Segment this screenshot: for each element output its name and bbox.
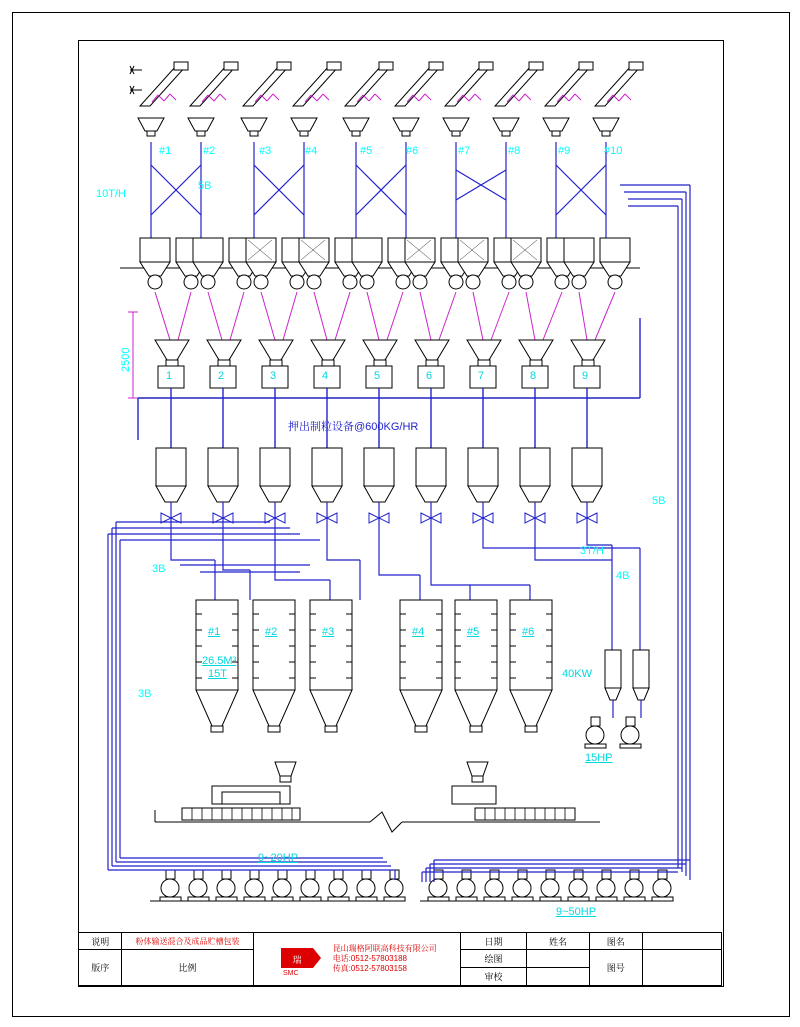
title-block bbox=[78, 932, 722, 985]
power-9-20hp: 9~20HP bbox=[258, 852, 299, 864]
mixer-number-3: 3 bbox=[270, 370, 277, 382]
mixer-number-2: 2 bbox=[218, 370, 225, 382]
power-40kw: 40KW bbox=[562, 668, 592, 680]
drawing-number-value bbox=[642, 950, 721, 986]
silo-weight-note: 15T bbox=[208, 668, 227, 680]
pipe-size-3b-lower: 3B bbox=[138, 688, 152, 700]
company-logo-icon bbox=[277, 942, 329, 976]
feeder-label-9: #9 bbox=[558, 145, 571, 157]
extruder-capacity-note: 押出制粒设备@600KG/HR bbox=[288, 421, 419, 433]
feeder-label-5: #5 bbox=[360, 145, 373, 157]
flow-rate-3th: 3T/H bbox=[580, 545, 604, 557]
mixer-number-1: 1 bbox=[166, 370, 173, 382]
dimension-2500: 2500 bbox=[120, 347, 132, 372]
silo-label-2: #2 bbox=[265, 626, 278, 638]
drawn-by-value bbox=[527, 950, 590, 968]
power-15hp: 15HP bbox=[585, 752, 613, 764]
scale-label: 比例 bbox=[122, 950, 253, 986]
date-header: 日期 bbox=[460, 933, 526, 950]
silo-label-3: #3 bbox=[322, 626, 335, 638]
pipe-size-4b: 4B bbox=[616, 570, 630, 582]
feeder-label-3: #3 bbox=[259, 145, 272, 157]
checked-by-value bbox=[527, 968, 590, 986]
drawing-name-value bbox=[642, 933, 721, 950]
feeder-label-8: #8 bbox=[508, 145, 521, 157]
feeder-label-10: #10 bbox=[604, 145, 623, 157]
mixer-number-4: 4 bbox=[322, 370, 329, 382]
title-desc-value: 粉体输送混合及成品贮槽包装 bbox=[122, 933, 253, 950]
mixer-number-8: 8 bbox=[530, 370, 537, 382]
feeder-label-7: #7 bbox=[458, 145, 471, 157]
pipe-size-5b-top: 5B bbox=[198, 180, 212, 192]
silo-volume-note: 26.5M³ bbox=[202, 655, 237, 667]
feeder-label-4: #4 bbox=[305, 145, 318, 157]
feeder-label-2: #2 bbox=[203, 145, 216, 157]
company-name: 昆山瑞格阿联高科技有限公司 bbox=[332, 944, 437, 953]
mixer-number-6: 6 bbox=[426, 370, 433, 382]
logo-text: SMC bbox=[282, 970, 299, 976]
name-header: 姓名 bbox=[527, 933, 590, 950]
pipe-size-3b-upper: 3B bbox=[152, 563, 166, 575]
silo-label-4: #4 bbox=[412, 626, 425, 638]
silo-label-5: #5 bbox=[467, 626, 480, 638]
flow-rate-10th: 10T/H bbox=[96, 188, 126, 200]
company-phone: 电话:0512-57803188 bbox=[332, 954, 407, 963]
mixer-number-7: 7 bbox=[478, 370, 485, 382]
company-block bbox=[253, 933, 460, 986]
company-fax: 传真:0512-57803158 bbox=[332, 964, 407, 973]
feeder-label-1: #1 bbox=[159, 145, 172, 157]
silo-label-1: #1 bbox=[208, 626, 221, 638]
mixer-number-5: 5 bbox=[374, 370, 381, 382]
checked-by-label: 审校 bbox=[460, 968, 526, 986]
silo-label-6: #6 bbox=[522, 626, 535, 638]
svg-text:瑞: 瑞 bbox=[292, 955, 302, 965]
drawing-name-label: 图名 bbox=[589, 933, 642, 950]
title-desc-label: 说明 bbox=[79, 933, 122, 950]
mixer-number-9: 9 bbox=[582, 370, 589, 382]
pipe-size-5b-right: 5B bbox=[652, 495, 666, 507]
drawing-number-label: 图号 bbox=[589, 950, 642, 986]
revision-label: 版序 bbox=[79, 950, 122, 986]
feeder-label-6: #6 bbox=[406, 145, 419, 157]
power-9-50hp: 9~50HP bbox=[556, 906, 597, 918]
drawn-by-label: 绘图 bbox=[460, 950, 526, 968]
